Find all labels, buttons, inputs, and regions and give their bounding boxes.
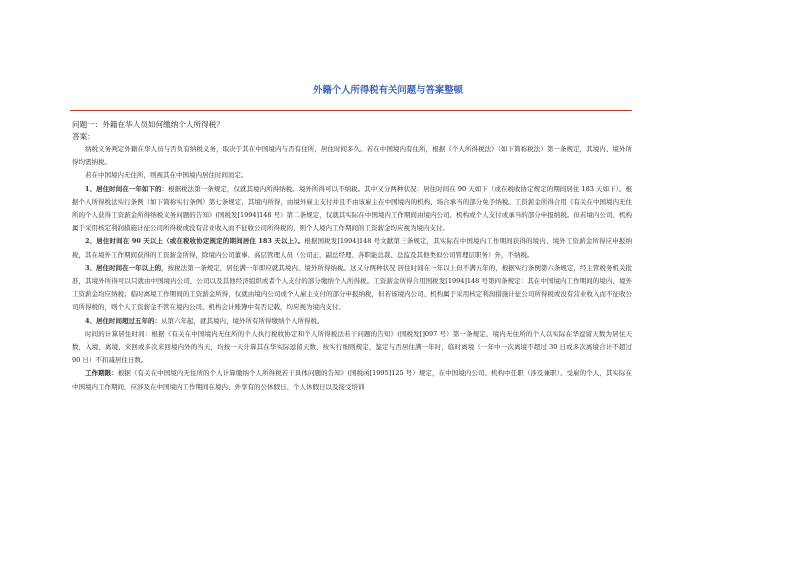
paragraph: [72, 183, 632, 236]
paragraph: [72, 262, 632, 315]
title-divider: [70, 110, 632, 111]
paragraph-lead: 3、居住时间在一年以上的，: [85, 263, 168, 272]
paragraph-text: 时间的计算居住时间：根据《有关在中国境内无住所的个人执行税收协定和个人所得税法若干问题的告知》(国税发[]097 号）第一条规定，境内无住所的个人以实际在华逗留天数为居住天数，入境、离境、来回或多次来回境内外的当天，均按一天计算其在华实际逗留天数，按实行细则规定，鉴定与否居住满一年时，临时离境（一年中一次离境不超过 30 日或多次离境合计不超过 90 日）不扣减居住日数。: [72, 329, 632, 365]
paragraph: [72, 367, 632, 393]
question-heading: 问题一：外籍在华人员如何缴纳个人所得税？: [72, 120, 224, 129]
answer-label: 答案：: [72, 132, 95, 141]
paragraph: [72, 328, 632, 368]
paragraph-text: 按税法第一条规定，居住满一年即应就其境内、境外所得纳税。这又分两种状况 居住时间在一年以上但不满五年的，根据实行条例第六条规定，经主管税务机关批准，其境外所得可以只就由中国境内公司，公司以及其他经济组织或者个人支付的部分缴纳个人所得税。工资薪金所得合用国税发[1994]148 号第四条规定：其在中国境内工作期间的境内、境外工资薪金均应纳税；临时离境工作期间的工资薪金所得，仅就由境内公司或个人雇主支付的部分申报纳税，但若该境内公司、机构属于采用核定利润措施计征公司所得税或没有营业收入而不征收公司所得税的，则个人工资薪金不管在境内公司、机构会计账簿中有否记载，均应视为境内支付。: [72, 263, 632, 312]
paragraph-lead: 2、居住时间在 90 天以上（或在税收协定规定的期间居住 183 天以上）。: [85, 237, 305, 246]
paragraph-lead: 1、居住时间在一年如下的：: [85, 184, 169, 193]
paragraph-lead: 工作期限：: [85, 369, 118, 378]
paragraph: [72, 235, 632, 261]
paragraph-text: 根据《有关在中国境内无住所的个人计算缴纳个人所得税若干具体问题的告知》(国税函[1995]125 号）规定，在中国境内公司、机构中任职（涉及兼职）、受雇的个人，其实际在中国境内工作期间，应涉及在中国境内工作期间在境内、外享有的公休假日、个人休假日以及接受培训: [72, 369, 633, 391]
paragraph-text: 根据税法第一条规定，仅就其境内所得纳税。境外所得可以不纳税。其中又分两种状况：居住时间在 90 天如下（或在税收协定规定的期间居住 183 天如下）。根据个人所得税法实行条例（如下简称实行条例）第七条规定，其境内所得，由境外雇主支付并且不由该雇主在中国境内的机构、场合承当的部分免予纳税。工资薪金所得合用《有关在中国境内无住所的个人获得工资薪金所得纳税义务问题的告知》(国税发[1994]148 号）第二条规定，仅就其实际在中国境内工作期间由境内公司、机构或个人支付或承当的部分申报纳税。但若境内公司、机构属于采用核定利润措施计征公司所得税或没有营业收入而不征收公司所得税的，则个人境内工作期间的工资薪金均应视为境内支付。: [72, 184, 632, 233]
document-title: 外籍个人所得税有关问题与答案整顿: [312, 85, 463, 96]
paragraph: [72, 143, 632, 169]
paragraph-text: 从第六年起，就其境内、境外所有所得缴纳个人所得税。: [161, 316, 324, 325]
paragraph-text: 根据国税发[1994]148 号文献第三条规定，其实际在中国境内工作期间获得的境内、境外工资薪金所得应申报纳税，其在境外工作期间获得的工资薪金所得，除境内公司董事、高层管理人员（公司正、副总经理、各职能总裁、总监及其他类似公司管理层职务）外，不纳税。: [72, 237, 632, 259]
paragraph: [72, 169, 632, 182]
paragraph-lead: 4、居住时间超过五年的：: [85, 316, 162, 325]
paragraph-text: 若在中国境内无住所，则视其在中国境内居住时间而定。: [85, 171, 248, 180]
paragraph: [72, 315, 632, 328]
paragraph-text: 纳税义务判定外籍在华人员与否负有纳税义务，取决于其在中国境内与否有住所，居住时间多久。若在中国境内有住所，根据《个人所得税法》（如下简称税法）第一条规定，其境内、境外所得均需纳税。: [72, 145, 632, 167]
